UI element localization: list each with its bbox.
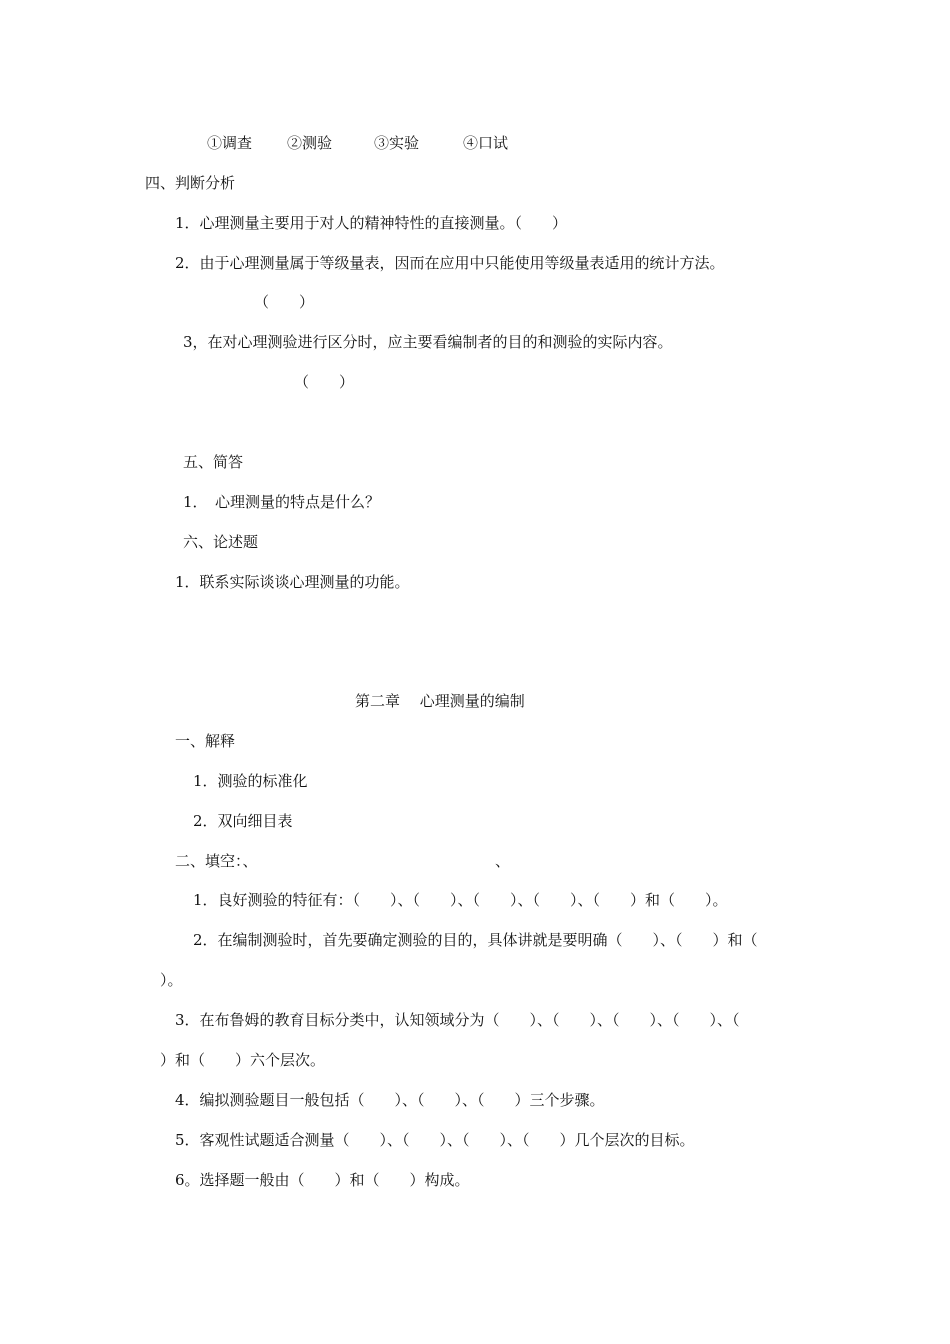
section-heading-judgment: 四、判断分析 (145, 174, 236, 192)
option-2: ②测验 (287, 134, 333, 152)
fill-question-3-cont: ）和（ ）六个层次。 (160, 1051, 326, 1069)
option-3: ③实验 (374, 134, 420, 152)
judgment-question-1: 1．心理测量主要用于对人的精神特性的直接测量。（ ） (175, 214, 568, 232)
fill-question-6: 6。选择题一般由（ ）和（ ）构成。 (175, 1171, 470, 1189)
judgment-question-3: 3，在对心理测验进行区分时，应主要看编制者的目的和测验的实际内容。 (183, 333, 673, 351)
judgment-question-3-answer: （ ） (294, 373, 355, 391)
essay-question-1: 1．联系实际谈谈心理测量的功能。 (175, 573, 410, 591)
section-heading-short-answer: 五、简答 (183, 453, 244, 471)
fill-question-4: 4．编拟测验题目一般包括（ ）、（ ）、（ ）三个步骤。 (175, 1091, 605, 1109)
section-heading-fill-tail: 、 (495, 852, 511, 870)
fill-question-2: 2．在编制测验时，首先要确定测验的目的，具体讲就是要明确（ ）、（ ）和（ (193, 931, 758, 949)
chapter-title: 第二章 心理测量的编制 (355, 692, 525, 710)
explain-item-1: 1．测验的标准化 (193, 772, 308, 790)
short-answer-question-1: 1． 心理测量的特点是什么？ (183, 493, 381, 511)
option-1: ①调查 (207, 134, 253, 152)
fill-question-2-cont: ）。 (160, 971, 183, 989)
fill-question-1: 1．良好测验的特征有：（ ）、（ ）、（ ）、（ ）、（ ）和（ ）。 (193, 891, 728, 909)
option-4: ④口试 (463, 134, 509, 152)
explain-item-2: 2．双向细目表 (193, 812, 293, 830)
judgment-question-2: 2．由于心理测量属于等级量表，因而在应用中只能使用等级量表适用的统计方法。 (175, 254, 725, 272)
section-heading-essay: 六、论述题 (183, 533, 259, 551)
section-heading-fill: 二、填空：、 (175, 852, 258, 870)
fill-question-5: 5．客观性试题适合测量（ ）、（ ）、（ ）、（ ）几个层次的目标。 (175, 1131, 695, 1149)
section-heading-explain: 一、解释 (175, 732, 236, 750)
fill-question-3: 3．在布鲁姆的教育目标分类中，认知领域分为（ ）、（ ）、（ ）、（ ）、（ (175, 1011, 740, 1029)
judgment-question-2-answer: （ ） (254, 293, 315, 311)
